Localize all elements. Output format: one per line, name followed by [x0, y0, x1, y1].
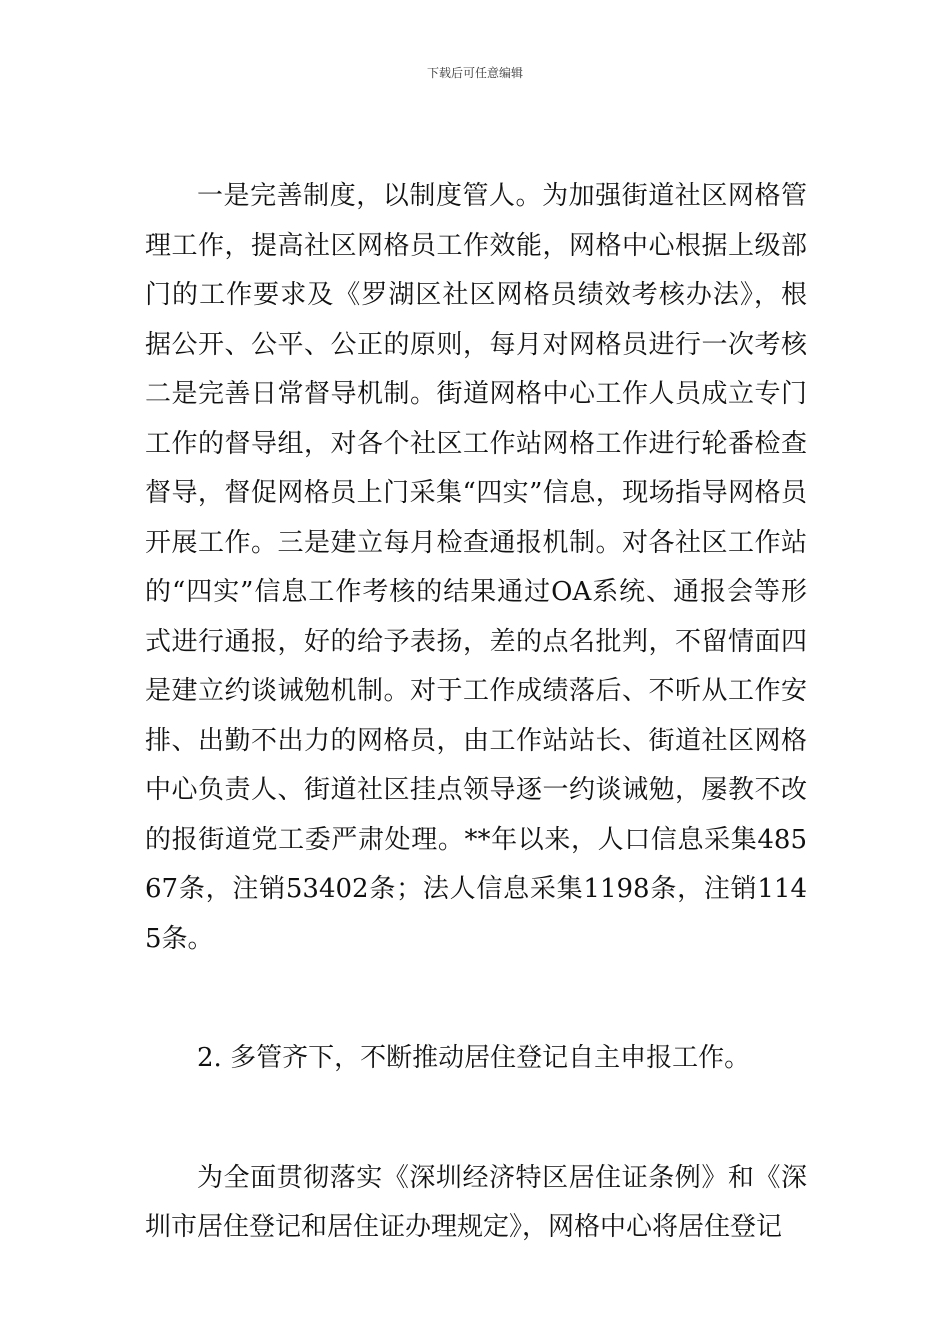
- body-paragraph: 一是完善制度，以制度管人。为加强街道社区网格管理工作，提高社区网格员工作效能，网格中心根据上级部门的工作要求及《罗湖区社区网格员绩效考核办法》，根据公开、公平、公正的原则，每月对网格员进行一次考核二是完善日常督导机制。街道网格中心工作人员成立专门工作的督导组，对各个社区工作站网格工作进行轮番检查督导，督促网格员上门采集“四实”信息，现场指导网格员开展工作。三是建立每月检查通报机制。对各社区工作站的“四实”信息工作考核的结果通过OA系统、通报会等形式进行通报，好的给予表扬，差的点名批判，不留情面四是建立约谈诫勉机制。对于工作成绩落后、不听从工作安排、出勤不出力的网格员，由工作站站长、街道社区网格中心负责人、街道社区挂点领导逐一约谈诫勉，屡教不改的报街道党工委严肃处理。**年以来，人口信息采集48567条，注销53402条；法人信息采集1198条，注销1145条。: [145, 181, 807, 954]
- document-body: [145, 172, 807, 1253]
- section-heading: 2. 多管齐下，不断推动居住登记自主申报工作。: [197, 1043, 751, 1073]
- page-header: 下载后可任意编辑: [426, 66, 523, 80]
- body-paragraph: 为全面贯彻落实《深圳经济特区居住证条例》和《深圳市居住登记和居住证办理规定》，网格中心将居住登记: [145, 1162, 807, 1242]
